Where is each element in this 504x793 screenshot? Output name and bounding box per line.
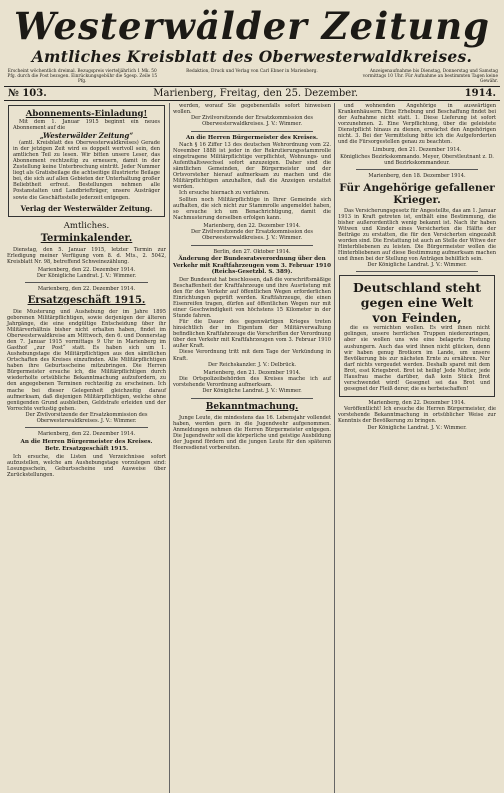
issue-date: Marienberg, Freitag, den 25. Dezember. xyxy=(153,88,359,99)
registry-notice-followup: Sollten noch Militärpflichtige in Ihrer Gemeinde sich aufhalten, die sich nicht zur Stammrolle angemeldet haben, so ersuche ich um Benachrichtigung, damit die Nachmusterung derselben erfolgen kann. xyxy=(173,196,331,221)
divider xyxy=(191,398,313,399)
column-2 xyxy=(169,103,334,793)
subscription-intro: Mit dem 1. Januar 1915 beginnt ein neues Abonnement auf die xyxy=(13,119,160,132)
war-bread-instruction: Veröffentlicht! Ich ersuche die Herren Bürgermeister, die vorstehende Bekanntmachung in ortsüblicher Weise zur Kenntnis der Bevölkerung zu bringen. xyxy=(338,406,496,425)
subscription-publisher: Verlag der Westerwälder Zeitung. xyxy=(20,203,153,213)
ordinance-local-signature: Der Königliche Landrat. J. V.: Wimmer. xyxy=(202,388,302,395)
ordinance-local-text: Die Ortspolizeibehörden des Kreises mache ich auf vorstehende Verordnung aufmerksam. xyxy=(173,376,331,389)
subscription-heading: Abonnements-Einladung! xyxy=(25,109,148,119)
subscription-paper-name: „Westerwälder Zeitung“ xyxy=(39,131,134,141)
masthead xyxy=(4,4,500,101)
divider xyxy=(356,271,478,272)
conscription-date: Marienberg, den 22. Dezember 1914. xyxy=(37,286,136,293)
ordinance-text-3: Diese Verordnung tritt mit dem Tage der Verkündung in Kraft. xyxy=(173,349,331,362)
issue-year: 1914. xyxy=(464,88,496,99)
advert-info: Anzeigenaufnahme bis Dienstag, Donnerstag und Samstag vormittags 10 Uhr. Für Aufnahme an bestimmten Tagen keine Gewähr. xyxy=(362,69,498,84)
ordinance-text: Der Bundesrat hat beschlossen, daß die vorschriftsmäßige Beschaffenheit der Kraftfahrzeuge und ihre Ausrüstung mit den für den Verkehr auf öffentlichen Wegen erforderlichen Einrichtungen geprüft werden. Kraftfahrzeuge, die einen Eisenreifen tragen, dürfen auf öffentlichen Wegen nur mit einer Geschwindigkeit von höchstens 15 Kilometer in der Stunde fahren. xyxy=(173,276,331,320)
calendar-text: Dienstag, den 5. Januar 1915, letzter Termin zur Erledigung meiner Verfügung vom 8. d. Mts., 2. 5042, Kreisblatt Nr. 98, betreffend Schweinezählung. xyxy=(7,246,166,265)
conscription-heading: Ersatzgeschäft 1915. xyxy=(27,294,146,306)
war-bread-date: Marienberg, den 22. Dezember 1914. xyxy=(368,399,466,406)
newspaper-page xyxy=(4,4,500,774)
newspaper-subtitle: Amtliches Kreisblatt des Oberwesterwaldkreises. xyxy=(31,47,473,66)
column-1 xyxy=(4,103,169,793)
divider xyxy=(25,282,148,283)
ordinance-local-date: Marienberg, den 21. Dezember 1914. xyxy=(203,369,301,376)
fallen-notice-signature: Der Königliche Landrat. J. V.: Wimmer. xyxy=(367,262,467,269)
continued-text: und wohnenden Angehörige in auswärtigen Krankenhäusern. Eine Erhebung und Beschaffung findet bei der Aufnahme nicht statt. 1. Diese Lieferung ist sofort vorzunehmen. 2. Eine Verpflichtung, über die geleistete Dienstpflicht hinaus zu dienen, erwächst den Angehörigen nicht. 3. Bei der Vermittelung bitte ich die Aufgeforderten und die Fürsorgestellen genau zu beachten. xyxy=(338,103,496,146)
calendar-date: Marienberg, den 22. Dezember 1914. xyxy=(37,266,136,273)
calendar-heading: Terminkalender. xyxy=(40,232,133,244)
conscription-signature: Der Zivilvorsitzende der Ersatzkommission des Oberwesterwaldkreises. J. V.: Wimmer. xyxy=(25,411,148,424)
announcement-text: Junge Leute, die mindestens das 16. Lebensjahr vollendet haben, werden gern in die Jugendwehr aufgenommen. Anmeldungen nehmen die Herren Bürgermeister entgegen. Die Jugendwehr soll die körperliche und geistige Ausbildung der Jugend fördern und die jungen Leute für den späteren Heeresdienst vorbereiten. xyxy=(173,414,331,451)
divider xyxy=(191,131,313,132)
publication-info xyxy=(4,69,500,84)
fallen-notice-date: Marienberg, den 18. Dezember 1914. xyxy=(368,173,466,180)
subscription-text: (amtl. Kreisblatt des Oberwesterwaldkreises) Gerade in der jetzigen Zeit wird es doppelt wertvoll sein, den amtlichen Teil zu lesen. Wir bitten unsere Leser, das Abonnement rechtzeitig zu erneuern, damit in der Zustellung keine Unterbrechung eintritt. Jeder Nummer liegt als Gratisbeilage die achtseitige illustrierte Beilage bei, die sich auf allen Gebieten der Unterhaltung großer Beliebtheit erfreut. Bestellungen nehmen alle Postanstalten und Landbriefträger, unsere Austräger sowie die Geschäftsstelle jederzeit entgegen. xyxy=(13,140,160,201)
registry-notice-instruction: Ich ersuche hiernach zu verfahren. xyxy=(179,190,270,197)
war-bread-headline: Deutschland steht gegen eine Welt xyxy=(352,280,482,311)
issue-bar xyxy=(4,86,500,101)
divider xyxy=(356,169,478,170)
divider xyxy=(191,245,313,246)
column-3 xyxy=(334,103,499,793)
district-command-signature: Königliches Bezirkskommando. Meyer, Oberstleutnant z. D. und Bezirkskommandeur. xyxy=(340,153,494,167)
ordinance-date: Berlin, den 27. Oktober 1914. xyxy=(213,248,291,255)
mayors-notice-subject: Betr. Ersatzgeschäft 1915. xyxy=(44,446,129,453)
fallen-notice-text: Das Versicherungsgesetz für Angestellte, das am 1. Januar 1913 in Kraft getreten ist, enthält eine Bestimmung, die bisher außerordentlich wenig bekannt ist. Nach ihr haben Witwen und Kinder eines Versicherten die Hälfte der Beiträge zu erstatten, die für den Versicherten eingezahlt worden sind. Die Erstattung ist auch an Stelle der Witwe der Hinterbliebenen zu leisten. Die Bürgermeister wollen die Hinterbliebenen auf diese Bestimmung aufmerksam machen und ihnen bei der Stellung von Anträgen behilflich sein. xyxy=(338,207,497,263)
commission-signature: Der Zivilvorsitzende der Ersatzkommission des Oberwesterwaldkreises. J. V.: Wimmer. xyxy=(190,115,314,128)
announcement-heading: Bekanntmachung. xyxy=(205,401,299,412)
mayors-notice-text: Ich ersuche, die Listen und Verzeichnisse sofort aufzustellen, welche am Aushebungstage vorzulegen sind: Losungsschein, Geburtsscheine und Ausweise über Zurückstellungen. xyxy=(7,453,166,478)
subscription-info: Erscheint wöchentlich dreimal. Bezugspreis vierteljährlich 1 Mk. 50 Pfg. durch die Post bezogen. Einrückungsgebühr die 5gesp. Zeile 15 Pfg. xyxy=(7,69,158,84)
newspaper-title: Westerwälder Zeitung xyxy=(13,4,491,48)
issue-number: № 103. xyxy=(8,88,47,99)
district-command-date: Limburg, den 21. Dezember 1914. xyxy=(372,147,462,154)
registry-notice-date: Marienberg, den 22. Dezember 1914. xyxy=(203,222,301,229)
mayors-notice-address: An die Herren Bürgermeister des Kreises. xyxy=(20,438,153,445)
war-bread-text: die es vernichten wollen. Es wird ihnen nicht gelingen, unsere herrlichen Truppen niederzuringen, aber sie wollen uns wie eine belagerte Festung aushungern. Auch das wird ihnen nicht glücken, denn wir haben genug Brotkorn im Lande, um unsere Bevölkerung bis zur nächsten Ernte zu ernähren. Nur darf nichts vergeudet werden. Deshalb sparet mit dem Brot, esst Kriegsbrot. Brot ist heilig! Jede Mutter, jede Hausfrau mache darüber, daß kein Stück Brot verschwendet wird! Gesegnet sei das Brot und gesegnet der Fleiß derer, die es herbeischaffen! xyxy=(344,325,490,392)
ordinance-text-2: Für die Dauer des gegenwärtigen Krieges treten hinsichtlich der im Eigentum der Militärverwaltung befindlichen Kraftfahrzeuge die Vorschriften der Verordnung über den Verkehr mit Kraftfahrzeugen vom 3. Februar 1910 außer Kraft. xyxy=(173,319,331,350)
war-bread-box xyxy=(339,275,495,397)
war-bread-signature: Der Königliche Landrat. J. V.: Wimmer. xyxy=(367,424,467,431)
registry-notice-address: An die Herren Bürgermeister des Kreises. xyxy=(185,134,319,141)
publisher-info: Redaktion, Druck und Verlag von Carl Ebner in Marienberg. xyxy=(186,69,318,74)
registry-notice-text: Nach § 16 Ziffer 13 des deutschen Wehrordnung vom 22. November 1888 ist jeder in der Rekrutierungsstammrolle eingetragene Militärpflichtige verpflichtet, Wohnungs- und Aufenthaltswechsel sofort anzuzeigen. Daher sind die sämtlichen Gemeinden, der Bürgermeister und der Ortsvorsteher hierauf aufmerksam zu machen und die Militärpflichtigen anzuhalten, daß die Anzeigen erstattet werden. xyxy=(173,142,331,191)
mayors-notice-date: Marienberg, den 22. Dezember 1914. xyxy=(37,431,136,438)
ordinance-signature: Der Reichskanzler. J. V.: Delbrück. xyxy=(207,361,297,368)
continued-text: werden, worauf Sie gegebenenfalls sofort hinweisen wollen. xyxy=(173,103,331,116)
conscription-text: Die Musterung und Aushebung der im Jahre 1895 geborenen Militärpflichtigen, sowie derjenigen der älteren Jahrgänge, die eine endgültige Entscheidung über ihr Militärverhältnis bisher nicht erhalten haben, findet im Oberwesterwaldkreise am Mittwoch, den 6. und Donnerstag den 7. Januar 1915 vormittags 9 Uhr in Marienberg im Gasthof „zur Post“ statt. Es haben sich um 1. Aushebungstage die Militärpflichtigen aus den sämtlichen Ortschaften des Kreises einzufinden. Alle Militärpflichtigen haben ihre Geburtsscheine mitzubringen. Die Herren Bürgermeister ersuche ich, die Militärpflichtigen durch wiederholte ortsübliche Bekanntmachung aufzufordern, zu den angegebenen Terminen rechtzeitig zu erscheinen. Ich mache bei dieser Gelegenheit gleichzeitig darauf aufmerksam, daß diejenigen Militärpflichtigen, welche ohne genügenden Grund ausbleiben, Geldstrafe erleiden und der Vorrechte verlustig gehen. xyxy=(7,308,166,412)
subscription-box xyxy=(8,105,165,217)
fallen-notice-heading: Für Angehörige gefallener Krieger. xyxy=(339,181,495,206)
ordinance-heading: Änderung der Bundesratsverordnung über den Verkehr mit Kraftfahrzeugen vom 3. Februar 1910 (Reichs-Gesetzbl. S. 389). xyxy=(173,256,331,276)
columns xyxy=(4,103,500,793)
registry-notice-signature: Der Zivilvorsitzende der Ersatzkommission des Oberwesterwaldkreises. J. V.: Wimmer. xyxy=(190,229,314,242)
calendar-signature: Der Königliche Landrat. J. V.: Wimmer. xyxy=(36,273,137,280)
official-section-heading: Amtliches. xyxy=(63,220,110,231)
divider xyxy=(25,427,148,428)
war-bread-headline-2: von Feinden, xyxy=(372,310,462,326)
